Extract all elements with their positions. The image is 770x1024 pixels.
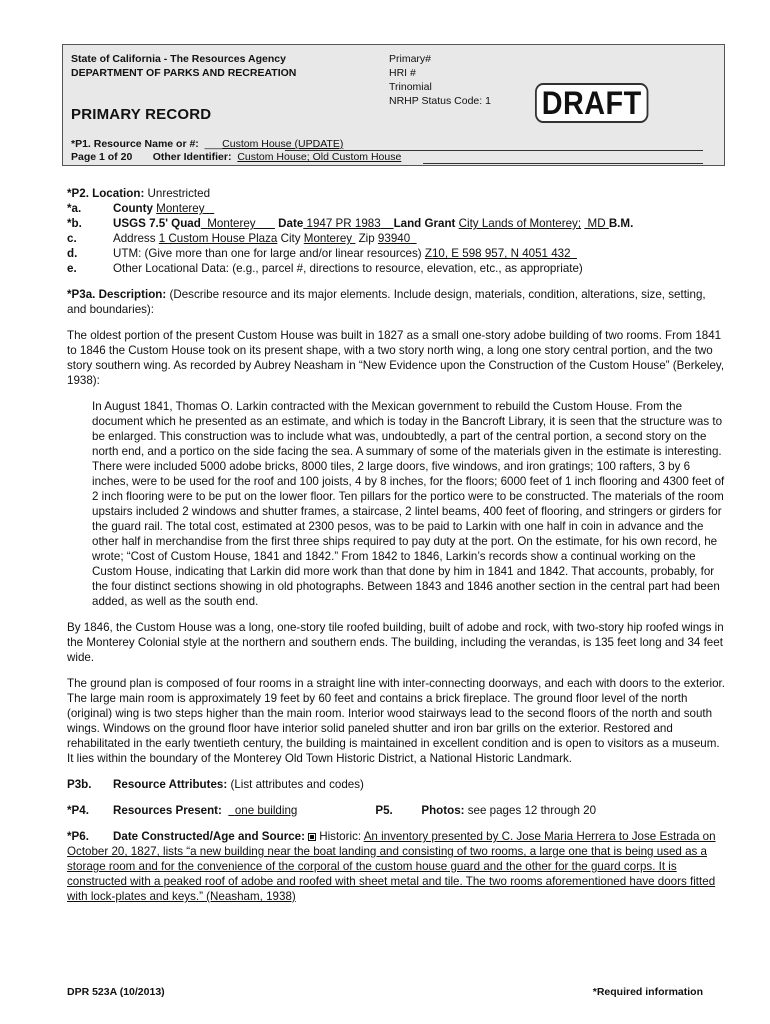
- nrhp-status-label: NRHP Status Code: 1: [389, 95, 491, 107]
- p4-mark: *P4.: [67, 804, 89, 817]
- md-value: MD: [587, 217, 606, 230]
- utm-mark: d.: [67, 247, 78, 260]
- p3a-instructions: (Describe resource and its major elements. Include design, materials, condition, alterations, size, setting, and boundaries):: [67, 288, 706, 316]
- other-locational-mark: e.: [67, 262, 77, 275]
- p6-value: An inventory presented by C. Jose Maria Herrera to Jose Estrada on October 20, 1827, lists “a new building near the boat landing and consisting of two rooms, a large one that is being used as a storage room and for the convenience of the corporal of the custom house guard and the other for the guard corps. It is constructed with a peaked roof of adobe and roofed with sheet metal and tile. The two rooms aforementioned have doors fitted with lock-plates and keys.” (Neasham, 1938): [67, 830, 716, 903]
- primary-number-label: Primary#: [389, 53, 432, 65]
- p3a-label: *P3a. Description:: [67, 288, 167, 301]
- zip-label: Zip: [358, 232, 375, 245]
- p3b-attributes-row: [67, 777, 727, 792]
- draft-stamp: DRAFT: [535, 83, 648, 123]
- p5-label: Photos:: [421, 804, 465, 817]
- utm-row: [67, 246, 727, 261]
- bm-label: B.M.: [608, 217, 634, 230]
- other-identifier-label: Other Identifier:: [152, 151, 232, 163]
- description-quote: In August 1841, Thomas O. Larkin contracted with the Mexican government to rebuild the Custom House. From the document which he presented as an estimate, and which is today in the Bancroft Library, it is seen that the structure was to be enlarged. This construction was to include what was, undoubtedly, a part of the central portion, a second story on the north end, and a portico on the side facing the sea. A summary of some of the materials given in the estimate is interesting. There were included 5000 adobe bricks, 8000 tiles, 2 large doors, five windows, and iron gratings; 100 rafters, 3 by 6 inches, were to be used for the roof and 100 joists, 4 by 8 inches, for the floors; 6000 feet of 1 inch flooring and 4300 feet of 2 inch flooring were to be put on the lower floor. Ten pillars for the portico were to be constructed. The materials of the room upstairs included 2 windows and shutter frames, a staircase, 2 lintel beams, 400 feet of flooring, and stringers or girders for the guard rail. The total cost, estimated at 2300 pesos, was to be paid to Larkin with one half in coin in advance and the other half in merchandise from the first three ships required to pay duty at the port. On the estimate, for his own record, he wrote; “Cost of Custom House, 1841 and 1842.” From 1842 to 1846, Larkin’s records show a continual working on the Custom House, indicating that Larkin did more work than that done by him in 1841 and 1842. That accounts, probably, for the four distinct sections showing in old photographs. Between 1843 and 1846 another section in the central part had been added, as well as the south end.: [92, 400, 725, 608]
- address-value: 1 Custom House Plaza: [158, 232, 278, 245]
- description-paragraph-3: The ground plan is composed of four rooms in a straight line with inter-connecting doorways, and each with doors to the exterior. The large main room is approximately 19 feet by 60 feet and contains a brick fireplace. The ground floor level of the north (original) wing is two steps higher than the main room. Interior wood stairways lead to the second floors of the north and south wings. Windows on the ground floor have interior solid paneled shutter and iron bar grills on the exterior. Restored and rehabilitated in the early twentieth century, the building is maintained in excellent condition and is open to visitors as a museum. It lies within the boundary of the Monterey Old Town Historic District, a National Historic Landmark.: [67, 677, 725, 765]
- p1-value: Custom House (UPDATE): [222, 138, 344, 150]
- county-mark: *a.: [67, 202, 82, 215]
- p6-historic-label: Historic:: [319, 830, 362, 843]
- other-identifier-value: Custom House; Old Custom House: [237, 151, 402, 163]
- other-identifier-underline: [423, 163, 703, 164]
- address-row: [67, 231, 727, 246]
- utm-label: UTM: (Give more than one for large and/or linear resources): [113, 247, 422, 260]
- p1-resource-name-row: *P1. Resource Name or #: ___Custom House (UPDATE): [71, 138, 344, 150]
- record-body: [67, 186, 727, 904]
- p2-location-row: [67, 186, 727, 201]
- quad-value: Monterey: [207, 217, 256, 230]
- quad-label: USGS 7.5' Quad: [113, 217, 201, 230]
- date-label: Date: [278, 217, 304, 230]
- required-note: *Required information: [592, 986, 703, 998]
- p6-label: Date Constructed/Age and Source:: [113, 830, 305, 843]
- page-footer: [67, 986, 703, 998]
- address-mark: c.: [67, 232, 77, 245]
- trinomial-label: Trinomial: [389, 81, 432, 93]
- p3a-heading: [67, 287, 727, 317]
- agency-line-2: DEPARTMENT OF PARKS AND RECREATION: [71, 67, 297, 79]
- county-label: County: [113, 202, 153, 215]
- date-value: 1947 PR 1983: [306, 217, 381, 230]
- historic-checkbox[interactable]: [308, 833, 316, 841]
- p6-date-constructed: [67, 829, 727, 904]
- land-grant-value: City Lands of Monterey;: [458, 217, 582, 230]
- other-locational-row: [67, 261, 727, 276]
- utm-value: Z10, E 598 957, N 4051 432: [424, 247, 571, 260]
- county-row: [67, 201, 727, 216]
- page-title: PRIMARY RECORD: [71, 106, 212, 123]
- hri-label: HRI #: [389, 67, 416, 79]
- page-identifier-row: [71, 151, 401, 164]
- p1-label: *P1. Resource Name or #:: [71, 138, 199, 150]
- city-label: City: [280, 232, 301, 245]
- p2-label: *P2. Location:: [67, 187, 145, 200]
- p4-p5-row: [67, 803, 727, 818]
- zip-value: 93940: [377, 232, 411, 245]
- p5-mark: P5.: [375, 804, 393, 817]
- agency-block: [71, 52, 296, 80]
- description-paragraph-1: The oldest portion of the present Custom House was built in 1827 as a small one-story adobe building of two rooms. From 1841 to 1846 the Custom House took on its present shape, with a two story north wing, a long one story central portion, and the two story southern wing. As recorded by Aubrey Neasham in “New Evidence upon the Construction of the Custom House” (Berkeley, 1938):: [67, 329, 725, 387]
- other-locational-label: Other Locational Data: (e.g., parcel #, directions to resource, elevation, etc., as appropriate): [113, 262, 583, 275]
- address-label: Address: [113, 232, 156, 245]
- form-id: DPR 523A (10/2013): [67, 986, 165, 998]
- description-paragraph-2: By 1846, the Custom House was a long, one-story tile roofed building, built of adobe and rock, with two-story hip roofed wings in the Monterey Colonial style at the northern and southern ends. The building, including the verandas, is 135 feet long and 34 feet wide.: [67, 621, 724, 664]
- agency-line-1: State of California - The Resources Agency: [71, 53, 286, 65]
- record-codes: [389, 52, 491, 108]
- p3b-instructions: (List attributes and codes): [230, 778, 364, 791]
- page-number: Page 1 of 20: [71, 151, 133, 163]
- quad-row: [67, 216, 727, 231]
- p3b-mark: P3b.: [67, 778, 92, 791]
- p4-value: one building: [234, 804, 298, 817]
- city-value: Monterey: [303, 232, 353, 245]
- p5-value: see pages 12 through 20: [467, 804, 597, 817]
- p2-value: Unrestricted: [147, 187, 211, 200]
- p6-mark: *P6.: [67, 830, 89, 843]
- county-value: Monterey: [156, 202, 205, 215]
- header-box: [62, 44, 725, 166]
- land-grant-label: Land Grant: [393, 217, 456, 230]
- quad-mark: *b.: [67, 217, 82, 230]
- p3b-label: Resource Attributes:: [113, 778, 228, 791]
- p4-label: Resources Present:: [113, 804, 222, 817]
